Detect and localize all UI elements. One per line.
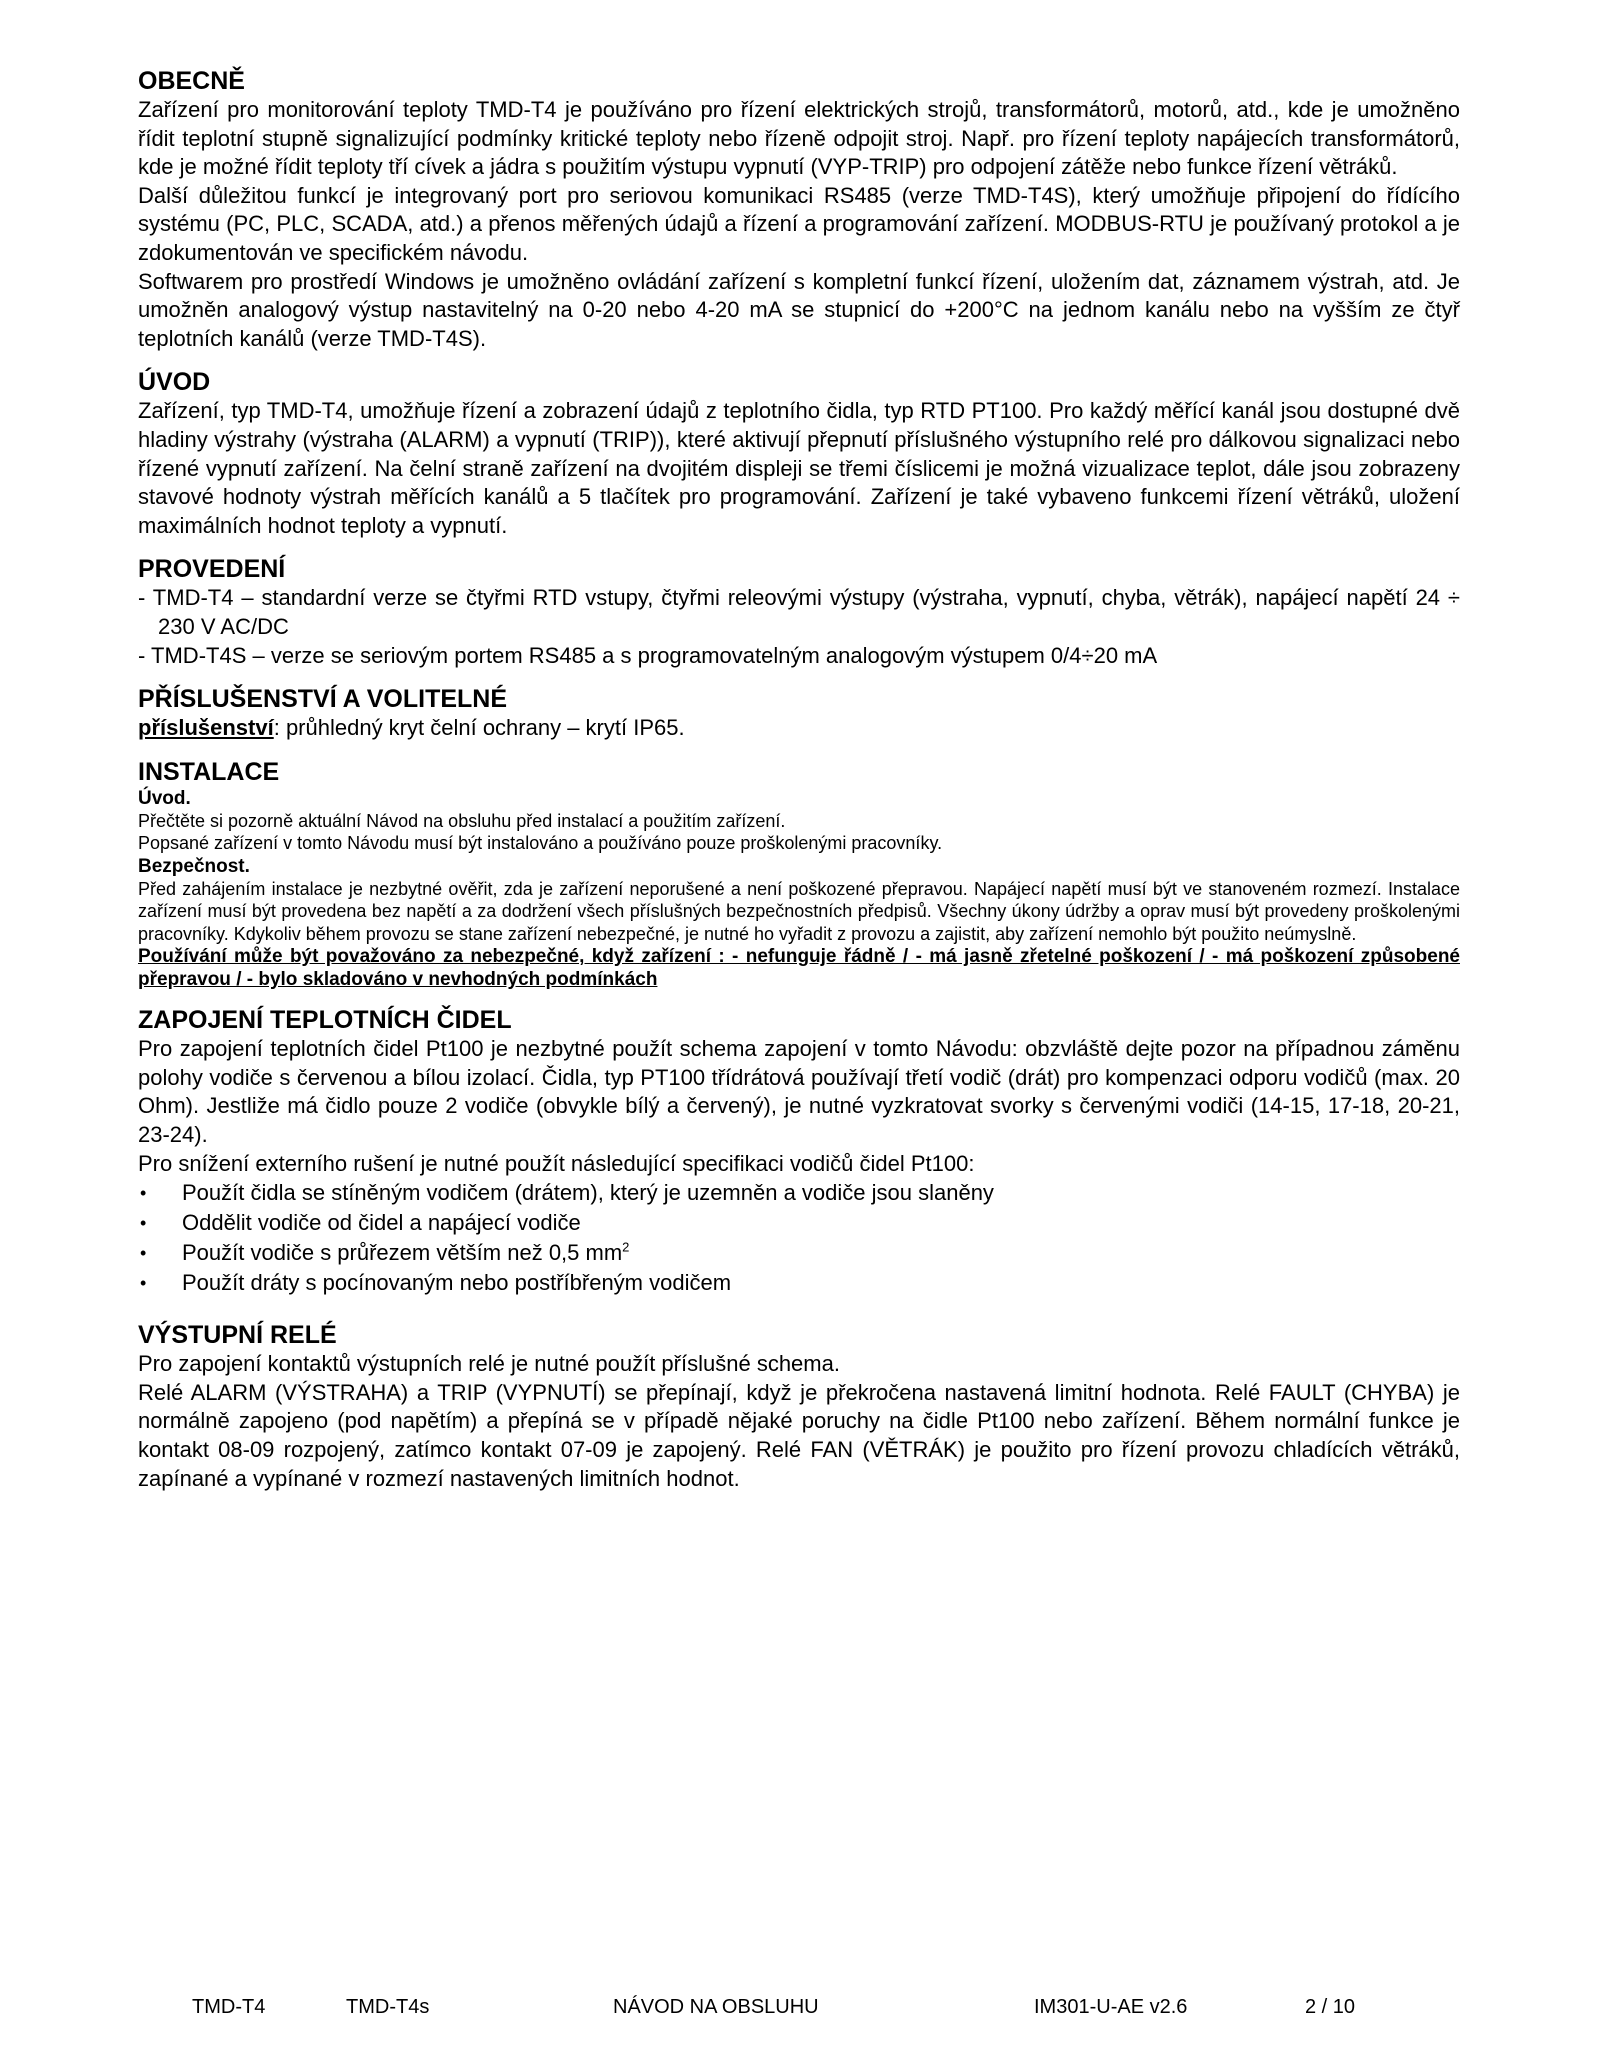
page-footer [0, 1996, 1600, 2026]
section-title-uvod: ÚVOD [138, 368, 211, 397]
footer-model-2: TMD-T4s [346, 1996, 430, 2018]
obecne-paragraph-3: Softwarem pro prostředí Windows je umožněno ovládání zařízení s kompletní funkcí řízení, uložením dat, záznamem výstrah, atd. Je umožněn analogový výstup nastavitelný na 0-20 nebo 4-20 mA se stupnicí do +200°C na jednom kanálu nebo na vyšším ze čtyř teplotních kanálů (verze TMD-T4S). [138, 268, 1460, 351]
footer-model-1: TMD-T4 [192, 1996, 266, 2018]
list-item: - TMD-T4 – standardní verze se čtyřmi RTD vstupy, čtyřmi releovými výstupy (výstraha, vypnutí, chyba, větrák), napájecí napětí 24 ÷ 230 V AC/DC [138, 585, 1460, 639]
prislusenstvi-text: : průhledný kryt čelní ochrany – krytí IP65. [273, 715, 685, 741]
section-title-prislusenstvi: PŘÍSLUŠENSTVÍ A VOLITELNÉ [138, 685, 508, 714]
list-item [138, 1178, 1460, 1208]
instalace-uvod-line-2: Popsané zařízení v tomto Návodu musí být instalováno a používáno pouze proškolenými pracovníky. [138, 833, 943, 854]
zapojeni-paragraph-2: Pro snížení externího rušení je nutné použít následující specifikaci vodičů čidel Pt100: [138, 1150, 975, 1176]
list-item [138, 1238, 1460, 1268]
list-item-text: Použít čidla se stíněným vodičem (drátem), který je uzemněn a vodiče jsou slaněny [182, 1180, 994, 1206]
section-provedeni [138, 554, 1460, 670]
section-obecne [138, 66, 1460, 353]
zapojeni-bullet-list [138, 1178, 1460, 1298]
uvod-paragraph: Zařízení, typ TMD-T4, umožňuje řízení a zobrazení údajů z teplotního čidla, typ RTD PT100. Pro každý měřící kanál jsou dostupné dvě hladiny výstrahy (výstraha (ALARM) a vypnutí (TRIP)), které aktivují přepnutí příslušného výstupního relé pro dálkovou signalizaci nebo řízené vypnutí zařízení. Na čelní straně zařízení na dvojitém displeji se třemi číslicemi je možná vizualizace teplot, dále jsou zobrazeny stavové hodnoty výstrah měřících kanálů a 5 tlačítek pro programování. Zařízení je také vybaveno funkcemi řízení větráků, uložení maximálních hodnot teploty a vypnutí. [138, 398, 1460, 538]
section-title-zapojeni: ZAPOJENÍ TEPLOTNÍCH ČIDEL [138, 1006, 512, 1035]
bullet-icon: • [140, 1183, 147, 1204]
provedeni-list [138, 584, 1460, 670]
section-uvod [138, 367, 1460, 540]
instalace-uvod-label: Úvod. [138, 787, 191, 809]
list-item: - TMD-T4S – verze se seriovým portem RS485 a s programovatelným analogovým výstupem 0/4÷20 mA [138, 642, 1158, 668]
prislusenstvi-line [138, 714, 1460, 743]
section-title-provedeni: PROVEDENÍ [138, 555, 286, 584]
footer-document-code: IM301-U-AE v2.6 [1034, 1996, 1188, 2018]
section-instalace [138, 757, 1460, 992]
vystupni-paragraph-1: Pro zapojení kontaktů výstupních relé je nutné použít příslušné schema. [138, 1351, 840, 1377]
footer-title: NÁVOD NA OBSLUHU [613, 1996, 819, 2018]
instalace-uvod-line-1: Přečtěte si pozorně aktuální Návod na obsluhu před instalací a použitím zařízení. [138, 810, 786, 831]
section-title-obecne: OBECNĚ [138, 67, 245, 95]
obecne-paragraph-1: Zařízení pro monitorování teploty TMD-T4 je používáno pro řízení elektrických strojů, transformátorů, motorů, atd., kde je umožněno řídit teplotní stupně signalizující podmínky kritické teploty nebo řízeně odpojit stroj. Např. pro řízení teploty napájecích transformátorů, kde je možné řídit teploty tří cívek a jádra s použitím výstupu vypnutí (VYP-TRIP) pro odpojení zátěže nebo funkce řízení větráků. [138, 97, 1460, 180]
vystupni-paragraph-2: Relé ALARM (VÝSTRAHA) a TRIP (VYPNUTÍ) se přepínají, když je překročena nastavená limitní hodnota. Relé FAULT (CHYBA) je normálně zapojeno (pod napětím) a přepíná se v případě nějaké poruchy na čidle Pt100 nebo zařízení. Během normální funkce je kontakt 08-09 rozpojený, zatímco kontakt 07-09 je zapojený. Relé FAN (VĚTRÁK) je použito pro řízení provozu chladících větráků, zapínané a vypínané v rozmezí nastavených limitních hodnot. [138, 1379, 1460, 1491]
prislusenstvi-label: příslušenství [138, 715, 274, 741]
list-item-text: Použít dráty s pocínovaným nebo postříbřeným vodičem [182, 1270, 732, 1296]
bullet-icon: • [140, 1213, 147, 1234]
section-title-vystupni: VÝSTUPNÍ RELÉ [138, 1321, 337, 1350]
section-prislusenstvi [138, 684, 1460, 743]
section-vystupni [138, 1320, 1460, 1493]
zapojeni-paragraph-1: Pro zapojení teplotních čidel Pt100 je nezbytné použít schema zapojení v tomto Návodu: obzvláště dejte pozor na případnou záměnu polohy vodiče s červenou a bílou izolací. Čidla, typ PT100 třídrátová používají třetí vodič (drát) pro kompenzaci odporu vodičů (max. 20 Ohm). Jestliže má čidlo pouze 2 vodiče (obvykle bílý a červený), je nutné vyzkratovat svorky s červenými vodiči (14-15, 17-18, 20-21, 23-24). [138, 1036, 1460, 1147]
list-item-text: Použít vodiče s průřezem větším než 0,5 mm [182, 1240, 623, 1266]
list-item [138, 1208, 1460, 1238]
superscript: 2 [622, 1239, 630, 1255]
bullet-icon: • [140, 1243, 147, 1264]
instalace-warning: Používání může být považováno za nebezpečné, když zařízení : - nefunguje řádně / - má jasně zřetelné poškození / - má poškození způsobené přepravou / - bylo skladováno v nevhodných podmínkách [138, 946, 1460, 991]
instalace-bezpecnost-label: Bezpečnost. [138, 855, 250, 877]
list-item [138, 1268, 1460, 1298]
footer-page-number: 2 / 10 [1305, 1996, 1356, 2018]
section-zapojeni [138, 1005, 1460, 1298]
list-item-text: Oddělit vodiče od čidel a napájecí vodiče [182, 1210, 581, 1236]
document-page [138, 66, 1460, 1493]
section-title-instalace: INSTALACE [138, 757, 280, 786]
instalace-bezpecnost-text: Před zahájením instalace je nezbytné ověřit, zda je zařízení neporušené a není poškozené přepravou. Napájecí napětí musí být ve stanoveném rozmezí. Instalace zařízení musí být provedena bez napětí a za dodržení všech příslušných bezpečnostních předpisů. Všechny úkony údržby a oprav musí být provedeny proškolenými pracovníky. Kdykoliv během provozu se stane zařízení nebezpečné, je nutné ho vyřadit z provozu a zajistit, aby zařízení nemohlo být použito neúmyslně. [138, 878, 1460, 944]
bullet-icon: • [140, 1273, 147, 1294]
obecne-paragraph-2: Další důležitou funkcí je integrovaný port pro seriovou komunikaci RS485 (verze TMD-T4S), který umožňuje připojení do řídícího systému (PC, PLC, SCADA, atd.) a přenos měřených údajů a řízení a programování zařízení. MODBUS-RTU je používaný protokol a je zdokumentován ve specifickém návodu. [138, 182, 1460, 265]
